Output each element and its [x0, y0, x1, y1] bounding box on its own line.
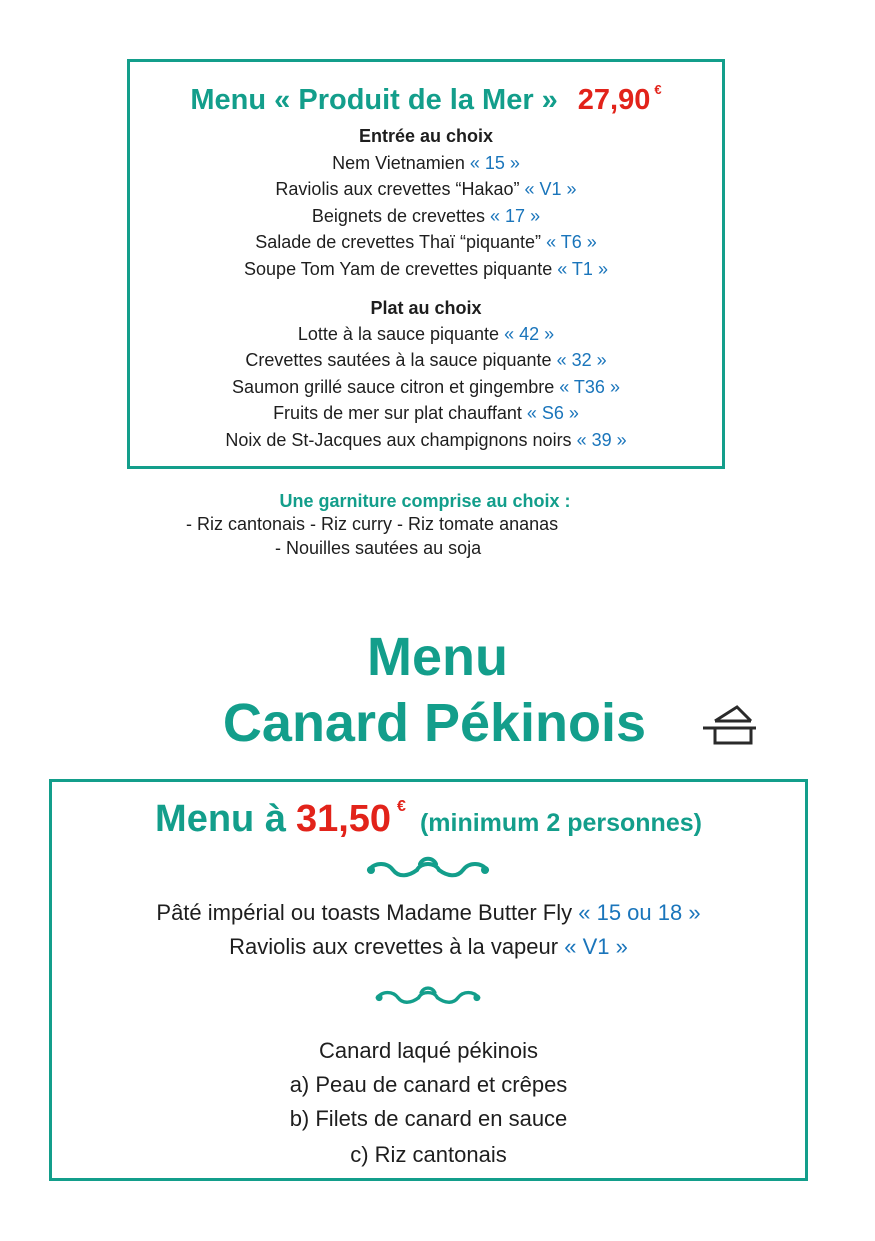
list-item: [130, 403, 722, 424]
item-code: « 15 ou 18 »: [578, 900, 701, 925]
list-item: [130, 377, 722, 398]
entree-heading: Entrée au choix: [358, 126, 494, 146]
item-name: Raviolis aux crevettes “Hakao”: [275, 179, 520, 199]
list-item: [130, 179, 722, 200]
garniture-title: Une garniture comprise au choix :: [279, 491, 571, 511]
item-code: « T6 »: [546, 232, 597, 252]
list-item: [52, 934, 805, 960]
ornament-divider-icon: [372, 984, 484, 1008]
list-item: [130, 259, 722, 280]
garniture-line-1: - Riz cantonais - Riz curry - Riz tomate ananas: [186, 514, 559, 534]
menu-mer-title-row: [130, 82, 722, 117]
menu-canard-price: 31,50: [295, 798, 392, 840]
list-item: b) Filets de canard en sauce: [289, 1106, 568, 1131]
list-item: [130, 206, 722, 227]
list-item: [130, 232, 722, 253]
item-code: « 42 »: [504, 324, 555, 344]
item-code: « 39 »: [576, 430, 627, 450]
plat-heading: Plat au choix: [370, 298, 482, 318]
item-name: Pâté impérial ou toasts Madame Butter Fly: [156, 900, 573, 925]
menu-canard-note: (minimum 2 personnes): [419, 809, 702, 837]
item-name: Beignets de crevettes: [311, 206, 486, 226]
item-name: Nem Vietnamien: [332, 153, 465, 173]
list-item: [130, 350, 722, 371]
item-name: Noix de St-Jacques aux champignons noirs: [225, 430, 572, 450]
canard-title-line-2: Canard Pékinois: [222, 693, 647, 753]
menu-mer-price: 27,90: [577, 84, 651, 116]
list-item: [130, 324, 722, 345]
menu-canard-currency: €: [397, 798, 406, 815]
item-name: Salade de crevettes Thaï “piquante”: [255, 232, 542, 252]
item-code: « V1 »: [564, 934, 628, 959]
item-name: Soupe Tom Yam de crevettes piquante: [244, 259, 553, 279]
menu-canard-title-row: [52, 798, 805, 841]
item-code: « T36 »: [559, 377, 620, 397]
takeaway-house-icon: [701, 702, 757, 746]
list-item: [130, 153, 722, 174]
item-name: Lotte à la sauce piquante: [297, 324, 500, 344]
item-code: « 15 »: [469, 153, 520, 173]
item-name: Raviolis aux crevettes à la vapeur: [229, 934, 559, 959]
list-item: [130, 430, 722, 451]
list-item: Canard laqué pékinois: [319, 1038, 538, 1063]
garniture-line-2: - Nouilles sautées au soja: [275, 538, 482, 558]
menu-canard-label: Menu à: [155, 798, 286, 840]
menu-mer-title: Menu « Produit de la Mer »: [190, 84, 558, 116]
item-name: Crevettes sautées à la sauce piquante: [245, 350, 552, 370]
canard-title-line-1: Menu: [367, 627, 508, 687]
item-name: Saumon grillé sauce citron et gingembre: [232, 377, 555, 397]
item-code: « V1 »: [524, 179, 577, 199]
list-item: a) Peau de canard et crêpes: [289, 1072, 568, 1097]
list-item: [52, 900, 805, 926]
ornament-divider-icon: [365, 854, 491, 882]
item-code: « 32 »: [556, 350, 607, 370]
item-code: « S6 »: [526, 403, 579, 423]
list-item: c) Riz cantonais: [350, 1142, 507, 1167]
menu-canard-box: [49, 779, 808, 1181]
item-code: « T1 »: [557, 259, 608, 279]
item-code: « 17 »: [490, 206, 541, 226]
menu-mer-box: [127, 59, 725, 469]
item-name: Fruits de mer sur plat chauffant: [273, 403, 522, 423]
menu-mer-currency: €: [654, 82, 662, 97]
